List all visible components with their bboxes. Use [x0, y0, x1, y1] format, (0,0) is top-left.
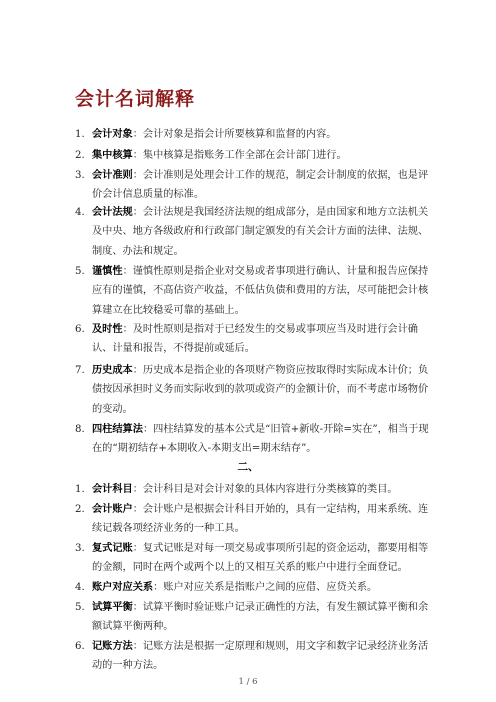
term: 历史成本 — [92, 364, 133, 376]
item-number: 6. — [75, 324, 85, 335]
definition: ：试算平衡时验证账户记录正确性的方法，有发生额试算平衡和余额试算平衡两种。 — [92, 602, 429, 633]
definition: ：记账方法是根据一定原理和规则，用文字和数字记录经济业务活动的一种方法。 — [92, 641, 429, 672]
term: 记账方法 — [92, 640, 133, 652]
term: 会计科目 — [92, 483, 133, 495]
list-item — [75, 203, 435, 261]
list-item — [75, 262, 435, 320]
item-number: 4. — [75, 207, 85, 218]
list-item — [75, 361, 435, 419]
page-number: 1 / 6 — [238, 677, 258, 687]
term: 谨慎性 — [92, 265, 123, 277]
list-item — [75, 166, 435, 205]
list-item — [75, 578, 435, 597]
item-number: 1. — [75, 484, 85, 495]
term: 会计法规 — [92, 206, 133, 218]
item-number: 8. — [75, 424, 85, 435]
item-number: 3. — [75, 170, 85, 181]
definition: ：及时性原则是指对于已经发生的交易或事项应当及时进行会计确认、计量和报告，不得提前或延后。 — [92, 324, 418, 355]
term: 会计账户 — [92, 503, 133, 515]
list-item — [75, 125, 435, 144]
definition: ：四柱结算发的基本公式是“旧管+新收-开除=实在”，相当于现在的“期初结存+本期收入-本期支出=期末结存”。 — [92, 424, 429, 455]
term: 及时性 — [92, 323, 123, 335]
page-title: 会计名词解释 — [75, 88, 196, 110]
term: 复式记账 — [92, 542, 133, 554]
list-item — [75, 637, 435, 676]
item-number: 2. — [75, 150, 85, 161]
item-number: 5. — [75, 602, 85, 613]
definition: ：会计账户是根据会计科目开始的，具有一定结构，用来系统、连续记载各项经济业务的一种工具。 — [92, 504, 429, 535]
definition: ：会计对象是指会计所要核算和监督的内容。 — [132, 129, 337, 140]
definition: ：谨慎性原则是指企业对交易或者事项进行确认、计量和报告应保持应有的谨慎，不高估资产收益，不低估负债和费用的方法，尽可能把会计核算建立在比较稳妥可靠的基础上。 — [92, 266, 429, 316]
list-item — [75, 539, 435, 578]
definition: ：账户对应关系是指账户之间的应借、应贷关系。 — [153, 582, 378, 593]
term: 试算平衡 — [92, 601, 133, 613]
item-number: 7. — [75, 365, 85, 376]
list-item — [75, 420, 435, 459]
definition: ：历史成本是指企业的各项财产物资应按取得时实际成本计价；负债按因承担时义务而实际收到的款项或资产的金额计价，而不考虑市场物价的变动。 — [92, 365, 429, 415]
item-number: 5. — [75, 266, 85, 277]
definition: ：会计准则是处理会计工作的规范，制定会计制度的依据，也是评价会计信息质量的标准。 — [92, 170, 429, 201]
definition: ：复式记账是对每一项交易或事项所引起的资金运动，都要用相等的金额，同时在两个或两个以上的又相互关系的账户中进行全面登记。 — [92, 543, 429, 574]
item-number: 1. — [75, 129, 85, 140]
term: 会计准则 — [92, 169, 133, 181]
list-item — [75, 598, 435, 637]
item-number: 6. — [75, 641, 85, 652]
item-number: 2. — [75, 504, 85, 515]
term: 集中核算 — [92, 149, 133, 161]
term: 四柱结算法 — [92, 423, 143, 435]
list-item — [75, 320, 435, 359]
list-item — [75, 480, 435, 499]
definition: ：会计法规是我国经济法规的组成部分，是由国家和地方立法机关及中央、地方各级政府和行政部门制定颁发的有关会计方面的法律、法规、制度、办法和规定。 — [92, 207, 429, 257]
term: 账户对应关系 — [92, 581, 154, 593]
item-number: 3. — [75, 543, 85, 554]
list-item — [75, 500, 435, 539]
list-item — [75, 146, 435, 165]
definition: ：会计科目是对会计对象的具体内容进行分类核算的类目。 — [132, 484, 398, 495]
section-heading: 二、 — [237, 461, 259, 473]
definition: ：集中核算是指账务工作全部在会计部门进行。 — [132, 150, 347, 161]
term: 会计对象 — [92, 128, 133, 140]
item-number: 4. — [75, 582, 85, 593]
